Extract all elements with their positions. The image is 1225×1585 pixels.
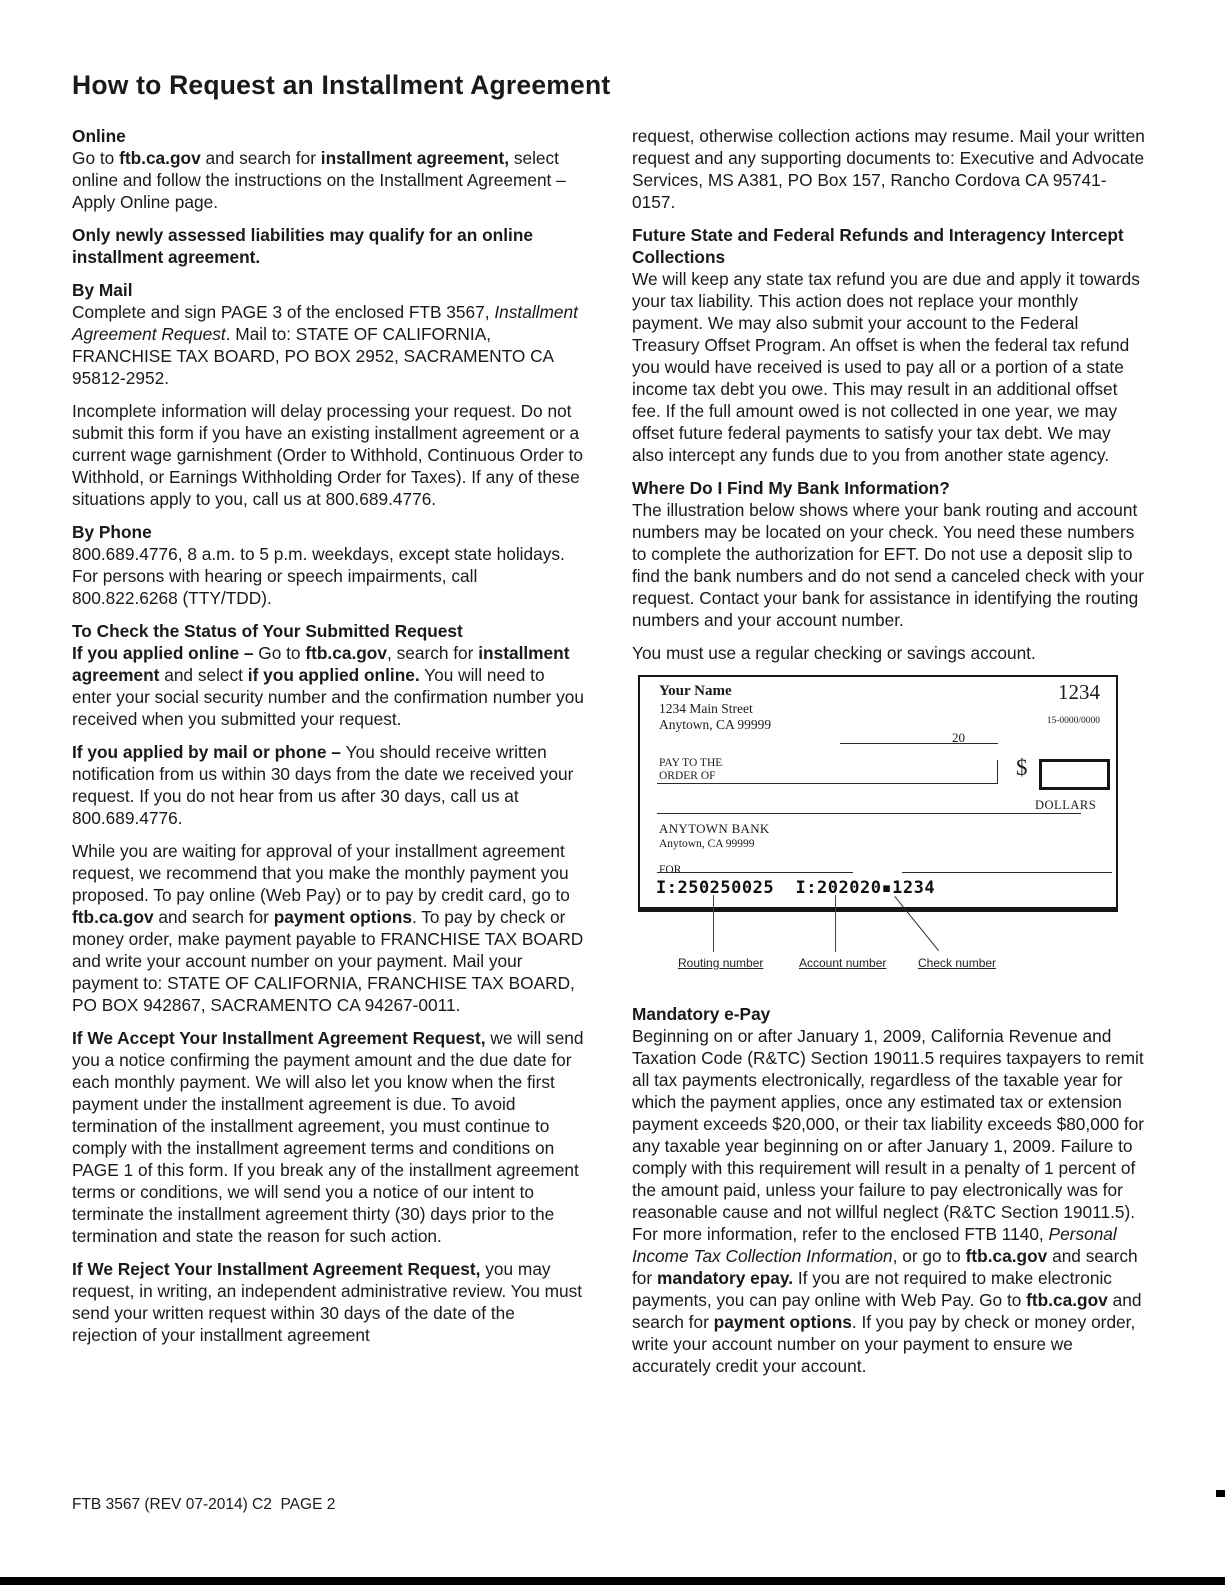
check-date-line	[840, 743, 998, 744]
page-content	[72, 70, 1147, 1388]
check-pay-to-label	[659, 757, 722, 783]
callout-routing-line	[713, 895, 714, 952]
paragraph-mandatory-epay: Beginning on or after January 1, 2009, California Revenue and Taxation Code (R&TC) Section 19011.5 requires taxpayers to remit all tax payments electronically, regardless of the taxable year for which the payment applies, once any estimated tax or extension payment exceeds $20,000, or their tax liability exceeds $80,000 for any taxable year beginning on or after January 1, 2009. Failure to comply with this requirement will result in a penalty of 1 percent of the amount paid, unless your failure to pay electronically was for reasonable cause and not willful neglect (R&TC Section 19011.5). For more information, refer to the enclosed FTB 1140, Personal Income Tax Collection Information, or go to ftb.ca.gov and search for mandatory epay. If you are not required to make electronic payments, you can pay online with Web Pay. Go to ftb.ca.gov and search for payment options. If you pay by check or money order, write your account number on your payment to ensure we accurately credit your account.	[632, 1026, 1145, 1376]
check-illustration	[638, 675, 1125, 975]
paragraph-incomplete-info: Incomplete information will delay processing your request. Do not submit this form if you have an existing installment agreement or a current wage garnishment (Order to Withhold, Continuous Order to Withhold, or Earnings Withholding Order for Taxes). If any of these situations apply to you, call us at 800.689.4776.	[72, 401, 583, 509]
right-column	[632, 125, 1145, 1388]
paragraph-if-we-accept: If We Accept Your Installment Agreement Request, we will send you a notice confirming the payment amount and the due date for each monthly payment. We will also let you know when the first payment under the installment agreement is due. To avoid termination of the installment agreement, you must continue to comply with the installment agreement terms and conditions on PAGE 1 of this form. If you break any of the installment agreement terms or conditions, we will send you a notice of our intent to terminate the installment agreement thirty (30) days prior to the termination and state the reason for such action.	[72, 1028, 584, 1246]
paragraph-by-phone: 800.689.4776, 8 a.m. to 5 p.m. weekdays, except state holidays. For persons with hearing or speech impairments, call 800.822.6268 (TTY/TDD).	[72, 544, 565, 608]
heading-bank-info: Where Do I Find My Bank Information?	[632, 478, 950, 498]
paragraph-only-newly: Only newly assessed liabilities may qualify for an online installment agreement.	[72, 225, 533, 267]
label-check-number: Check number	[918, 956, 997, 970]
heading-by-mail: By Mail	[72, 280, 133, 300]
check-mid-line	[657, 813, 1081, 814]
paragraph-online: Go to ftb.ca.gov and search for installment agreement, select online and follow the instructions on the Installment Agreement – Apply Online page.	[72, 148, 566, 212]
paragraph-while-waiting: While you are waiting for approval of your installment agreement request, we recommend that you make the monthly payment you proposed. To pay online (Web Pay) or to pay by credit card, go to ftb.ca.gov and search for payment options. To pay by check or money order, make payment payable to FRANCHISE TAX BOARD and write your account number on your payment. Mail your payment to: STATE OF CALIFORNIA, FRANCHISE TAX BOARD, PO BOX 942867, SACRAMENTO CA 94267-0011.	[72, 841, 584, 1015]
heading-online: Online	[72, 126, 126, 146]
paragraph-continuation: request, otherwise collection actions may resume. Mail your written request and any supporting documents to: Executive and Advocate Services, MS A381, PO Box 157, Rancho Cordova CA 95741-0157.	[632, 126, 1145, 212]
paragraph-applied-mail-phone: If you applied by mail or phone – You should receive written notification from us within 30 days from the date we received your request. If you do not hear from us after 30 days, call us at 800.689.4776.	[72, 742, 574, 828]
paragraph-bank-info: The illustration below shows where your bank routing and account numbers may be located on your check. You need these numbers to complete the authorization for EFT. Do not use a deposit slip to find the bank numbers and do not send a canceled check with your request. Contact your bank for assistance in identifying the routing numbers and your account number.	[632, 500, 1145, 630]
check-bank-address: Anytown, CA 99999	[659, 838, 755, 850]
check-payor-name: Your Name	[659, 683, 732, 699]
scan-artifact	[1216, 1490, 1225, 1497]
paragraph-if-we-reject: If We Reject Your Installment Agreement Request, you may request, in writing, an independent administrative review. You must send your written request within 30 days of the date of the rejection of your installment agreement	[72, 1259, 583, 1345]
check-amount-divider	[997, 760, 998, 784]
paragraph-by-mail: Complete and sign PAGE 3 of the enclosed FTB 3567, Installment Agreement Request. Mail to: STATE OF CALIFORNIA, FRANCHISE TAX BOARD, PO BOX 2952, SACRAMENTO CA 95812-2952.	[72, 302, 578, 388]
check-fraction-code: 15-0000/0000	[1046, 716, 1100, 726]
page-footer: FTB 3567 (REV 07-2014) C2 PAGE 2	[72, 1496, 336, 1513]
left-column	[72, 125, 584, 1388]
label-routing-number: Routing number	[678, 956, 764, 970]
scan-bottom-bar	[0, 1577, 1225, 1585]
check-pay-to-line2: ORDER OF	[659, 770, 716, 782]
check-micr-line: I:250250025 I:202020▪1234	[656, 878, 936, 898]
paragraph-account-type: You must use a regular checking or savings account.	[632, 643, 1036, 663]
check-for-line	[657, 872, 853, 873]
check-date-year: 20	[952, 730, 965, 745]
check-number: 1234	[1058, 680, 1100, 704]
heading-mandatory-epay: Mandatory e-Pay	[632, 1004, 771, 1024]
paragraph-applied-online: If you applied online – Go to ftb.ca.gov, search for installment agreement and select if you applied online. You will need to enter your social security number and the confirmation number you received when you submitted your request.	[72, 643, 584, 729]
check-payor-address1: 1234 Main Street	[659, 701, 753, 716]
check-dollars-label: DOLLARS	[1035, 798, 1097, 812]
check-outline	[638, 675, 1118, 912]
heading-check-status: To Check the Status of Your Submitted Request	[72, 621, 463, 641]
page-title: How to Request an Installment Agreement	[72, 70, 611, 100]
check-amount-box	[1039, 759, 1110, 790]
check-bank-name: ANYTOWN BANK	[659, 821, 770, 836]
paragraph-refunds: We will keep any state tax refund you are due and apply it towards your tax liability. This action does not replace your monthly payment. We may also submit your account to the Federal Treasury Offset Program. An offset is when the federal tax refund you would have received is used to pay all or a portion of a state income tax debt you owe. This may result in an additional offset fee. If the full amount owed is not collected in one year, we may offset future federal payments to satisfy your tax debt. We may also intercept any funds due to you from another state agency.	[632, 269, 1140, 465]
check-for-label: FOR	[659, 864, 682, 876]
check-dollar-sign: $	[1016, 755, 1028, 780]
callout-account-line	[835, 895, 836, 952]
check-payee-line	[657, 783, 997, 784]
check-signature-line	[902, 872, 1112, 873]
check-payor-address2: Anytown, CA 99999	[659, 717, 772, 732]
label-account-number: Account number	[799, 956, 887, 970]
heading-by-phone: By Phone	[72, 522, 152, 542]
check-pay-to-line1: PAY TO THE	[659, 757, 723, 769]
two-column-layout	[72, 125, 1147, 1388]
heading-refunds-intercept: Future State and Federal Refunds and Interagency Intercept Collections	[632, 225, 1124, 267]
